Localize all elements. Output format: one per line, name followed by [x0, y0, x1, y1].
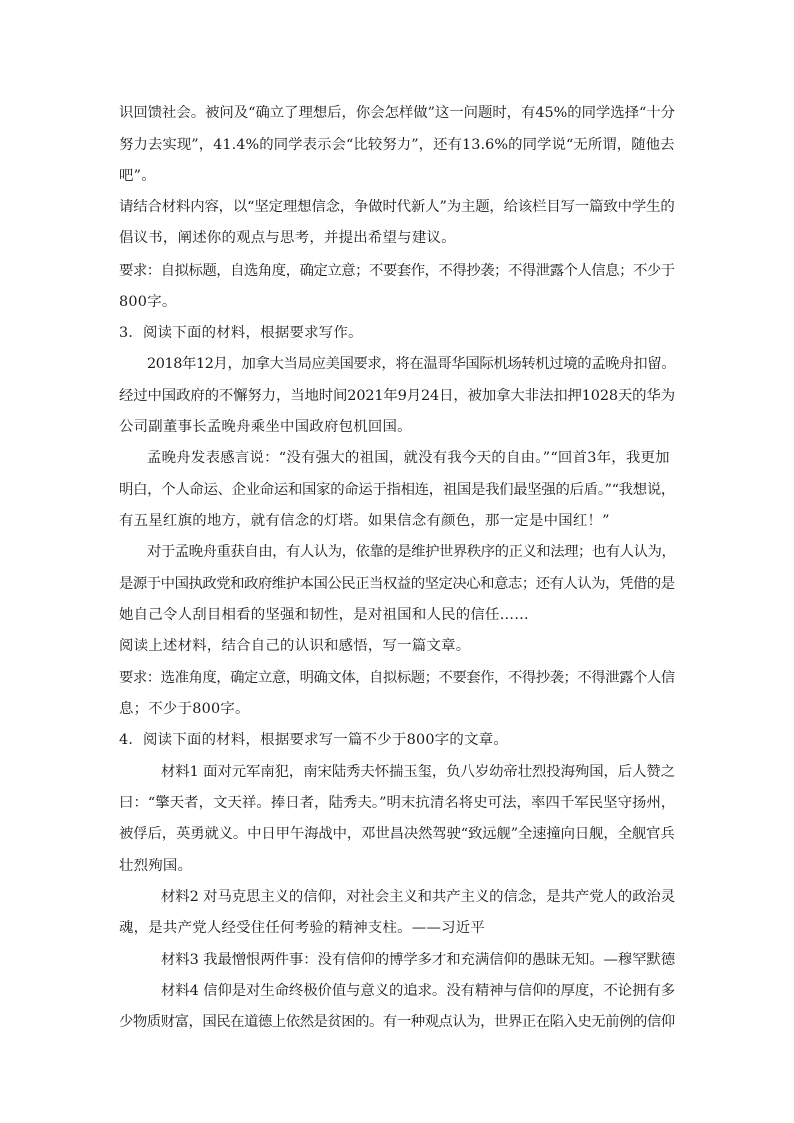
- question-heading: 3．阅读下面的材料，根据要求写作。: [119, 325, 363, 341]
- text-line: 要求：自拟标题，自选角度，确定立意；不要套作，不得抄袭；不得泄露个人信息；不少于: [119, 263, 675, 279]
- text-line: 壮烈殉国。: [119, 858, 193, 874]
- text-line: 被俘后，英勇就义。中日甲午海战中，邓世昌决然驾驶“致远舰”全速撞向日舰，全舰官兵: [119, 826, 675, 842]
- text-line: 经过中国政府的不懈努力，当地时间2021年9月24日，被加拿大非法扣押1028天的华为: [119, 388, 675, 404]
- text-line: 要求：选准角度，确定立意，明确文体，自拟标题；不要套作，不得抄袭；不得泄露个人信: [119, 670, 675, 686]
- text-line: 魂，是共产党人经受住任何考验的精神支柱。——习近平: [119, 920, 486, 936]
- text-line: 2018年12月，加拿大当局应美国要求，将在温哥华国际机场转机过境的孟晚舟扣留。: [147, 356, 676, 372]
- text-line: 请结合材料内容，以“坚定理想信念，争做时代新人”为主题，给该栏目写一篇致中学生的: [119, 199, 675, 215]
- text-line: 800字。: [119, 294, 177, 310]
- text-line: 材料1 面对元军南犯，南宋陆秀夫怀揣玉玺，负八岁幼帝壮烈投海殉国，后人赞之: [161, 764, 675, 780]
- text-line: 材料2 对马克思主义的信仰，对社会主义和共产主义的信念，是共产党人的政治灵: [161, 889, 675, 905]
- text-line: 少物质财富，国民在道德上依然是贫困的。有一种观点认为，世界正在陷入史无前例的信仰: [119, 1014, 675, 1030]
- text-line: 对于孟晚舟重获自由，有人认为，依靠的是维护世界秩序的正义和法理；也有人认为，: [147, 544, 676, 560]
- text-line: 孟晚舟发表感言说：“没有强大的祖国，就没有我今天的自由。”“回首3年，我更加: [147, 450, 670, 466]
- text-line: 有五星红旗的地方，就有信念的灯塔。如果信念有颜色，那一定是中国红！”: [119, 513, 610, 529]
- text-line: 是源于中国执政党和政府维护本国公民正当权益的坚定决心和意志；还有人认为，凭借的是: [119, 576, 675, 592]
- text-line: 曰：“擎天者，文天祥。捧日者，陆秀夫。”明末抗清名将史可法，率四千军民坚守扬州，: [119, 795, 676, 811]
- text-line: 努力去实现”，41.4%的同学表示会“比较努力”，还有13.6%的同学说“无所谓，随他去: [119, 137, 675, 153]
- text-line: 阅读上述材料，结合自己的认识和感悟，写一篇文章。: [119, 638, 471, 654]
- text-line: 她自己令人刮目相看的坚强和韧性，是对祖国和人民的信任……: [119, 607, 529, 623]
- text-line: 吧”。: [119, 168, 156, 184]
- text-line: 公司副董事长孟晚舟乘坐中国政府包机回国。: [119, 419, 412, 435]
- text-line: 倡议书，阐述你的观点与思考，并提出希望与建议。: [119, 230, 456, 246]
- text-line: 材料3 我最憎恨两件事：没有信仰的博学多才和充满信仰的愚昧无知。—穆罕默德: [161, 952, 675, 968]
- text-line: 材料4 信仰是对生命终极价值与意义的追求。没有精神与信仰的厚度，不论拥有多: [161, 983, 675, 999]
- text-line: 明白，个人命运、企业命运和国家的命运于指相连，祖国是我们最坚强的后盾。”“我想说，: [119, 482, 676, 498]
- text-line: 息；不少于800字。: [119, 701, 250, 717]
- text-line: 识回馈社会。被问及“确立了理想后，你会怎样做”这一问题时，有45%的同学选择“十分: [119, 105, 675, 121]
- question-heading: 4．阅读下面的材料，根据要求写一篇不少于800字的文章。: [119, 732, 508, 748]
